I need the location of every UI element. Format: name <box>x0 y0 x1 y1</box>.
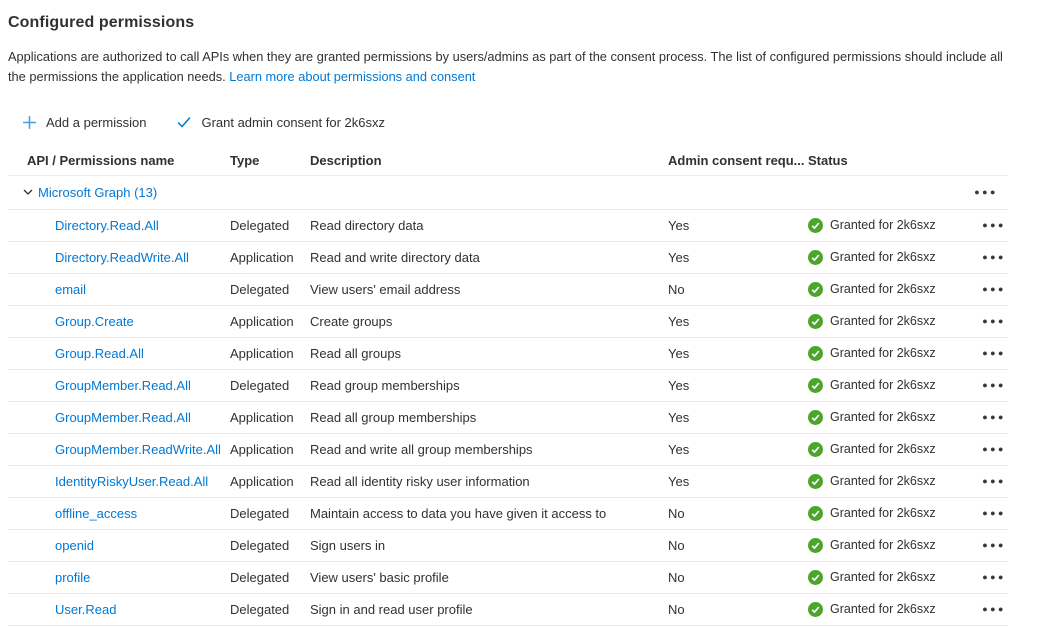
admin-consent-required-value: Yes <box>668 249 690 265</box>
granted-check-icon <box>808 314 823 329</box>
granted-check-icon <box>808 378 823 393</box>
permission-type: Delegated <box>230 569 290 585</box>
learn-more-link[interactable]: Learn more about permissions and consent <box>229 69 476 85</box>
permission-name-link[interactable]: Directory.Read.All <box>55 217 159 233</box>
permission-name-link[interactable]: email <box>55 281 87 297</box>
status-text: Granted for 2k6sxz <box>830 218 936 233</box>
header-status: Status <box>808 152 848 168</box>
admin-consent-required-value: Yes <box>668 377 690 393</box>
permission-type: Application <box>230 345 294 361</box>
ellipsis-icon[interactable]: ●●● <box>976 249 1008 266</box>
permission-type: Application <box>230 313 294 329</box>
table-header-row <box>8 146 1008 176</box>
plus-icon <box>22 115 37 130</box>
admin-consent-required-value: Yes <box>668 409 690 425</box>
command-bar <box>8 111 1057 134</box>
api-group-link[interactable]: Microsoft Graph (13) <box>38 184 158 200</box>
description-text <box>8 47 1016 88</box>
permission-name-link[interactable]: Group.Create <box>55 313 134 329</box>
granted-check-icon <box>808 442 823 457</box>
status-text: Granted for 2k6sxz <box>830 378 936 393</box>
ellipsis-icon[interactable]: ●●● <box>976 473 1008 490</box>
granted-check-icon <box>808 410 823 425</box>
permission-description: Read directory data <box>310 217 424 233</box>
header-type: Type <box>230 152 260 168</box>
admin-consent-required-value: No <box>668 505 685 521</box>
permissions-table <box>8 146 1008 626</box>
permission-name-link[interactable]: User.Read <box>55 601 117 617</box>
table-row <box>8 498 1008 530</box>
ellipsis-icon[interactable]: ●●● <box>976 505 1008 522</box>
permission-name-link[interactable]: GroupMember.Read.All <box>55 409 191 425</box>
permission-type: Delegated <box>230 217 290 233</box>
table-row <box>8 370 1008 402</box>
granted-check-icon <box>808 346 823 361</box>
admin-consent-required-value: No <box>668 281 685 297</box>
permission-name-link[interactable]: GroupMember.Read.All <box>55 377 191 393</box>
status-text: Granted for 2k6sxz <box>830 474 936 489</box>
permission-type: Delegated <box>230 601 290 617</box>
permission-type: Delegated <box>230 377 290 393</box>
status-text: Granted for 2k6sxz <box>830 250 936 265</box>
granted-check-icon <box>808 506 823 521</box>
granted-check-icon <box>808 570 823 585</box>
status-text: Granted for 2k6sxz <box>830 570 936 585</box>
permission-type: Application <box>230 249 294 265</box>
status-text: Granted for 2k6sxz <box>830 506 936 521</box>
ellipsis-icon[interactable]: ●●● <box>976 537 1008 554</box>
table-row <box>8 434 1008 466</box>
admin-consent-required-value: No <box>668 601 685 617</box>
status-text: Granted for 2k6sxz <box>830 282 936 297</box>
status-text: Granted for 2k6sxz <box>830 410 936 425</box>
permission-type: Application <box>230 473 294 489</box>
admin-consent-required-value: Yes <box>668 217 690 233</box>
permission-description: View users' email address <box>310 281 461 297</box>
table-row <box>8 562 1008 594</box>
table-row <box>8 242 1008 274</box>
permission-type: Delegated <box>230 281 290 297</box>
permission-description: Sign users in <box>310 537 386 553</box>
admin-consent-required-value: Yes <box>668 441 690 457</box>
admin-consent-required-value: No <box>668 569 685 585</box>
ellipsis-icon[interactable]: ●●● <box>976 377 1008 394</box>
table-body <box>8 210 1008 626</box>
ellipsis-icon[interactable]: ●●● <box>976 601 1008 618</box>
permission-description: Read group memberships <box>310 377 460 393</box>
permission-type: Delegated <box>230 505 290 521</box>
status-text: Granted for 2k6sxz <box>830 442 936 457</box>
permission-description: Maintain access to data you have given it access to <box>310 505 607 521</box>
granted-check-icon <box>808 282 823 297</box>
permission-description: Sign in and read user profile <box>310 601 473 617</box>
table-row <box>8 594 1008 626</box>
permission-name-link[interactable]: offline_access <box>55 505 138 521</box>
page-title: Configured permissions <box>8 14 195 31</box>
ellipsis-icon[interactable]: ●●● <box>976 441 1008 458</box>
header-api-permissions-name: API / Permissions name <box>27 152 175 168</box>
grant-admin-consent-label: Grant admin consent for 2k6sxz <box>201 114 385 130</box>
granted-check-icon <box>808 538 823 553</box>
status-text: Granted for 2k6sxz <box>830 602 936 617</box>
permission-type: Application <box>230 441 294 457</box>
ellipsis-icon[interactable]: ●●● <box>976 345 1008 362</box>
header-description: Description <box>310 152 382 168</box>
table-row <box>8 338 1008 370</box>
granted-check-icon <box>808 602 823 617</box>
granted-check-icon <box>808 250 823 265</box>
chevron-down-icon[interactable] <box>22 186 34 198</box>
permission-type: Delegated <box>230 537 290 553</box>
grant-admin-consent-button[interactable] <box>174 111 387 134</box>
ellipsis-icon[interactable]: ●●● <box>976 409 1008 426</box>
permission-description: Create groups <box>310 313 393 329</box>
description-body: Applications are authorized to call APIs when they are granted permissions by users/admins as part of the consent process. The list of configured permissions should include all the permissions the application needs. <box>8 49 1003 85</box>
ellipsis-icon[interactable]: ●●● <box>976 281 1008 298</box>
permission-name-link[interactable]: profile <box>55 569 91 585</box>
admin-consent-required-value: Yes <box>668 313 690 329</box>
permission-name-link[interactable]: Directory.ReadWrite.All <box>55 249 189 265</box>
table-row <box>8 210 1008 242</box>
add-permission-button[interactable] <box>20 111 148 134</box>
api-group-row <box>8 176 1008 210</box>
granted-check-icon <box>808 218 823 233</box>
status-text: Granted for 2k6sxz <box>830 346 936 361</box>
table-row <box>8 402 1008 434</box>
status-text: Granted for 2k6sxz <box>830 538 936 553</box>
permission-description: Read and write all group memberships <box>310 441 533 457</box>
permission-type: Application <box>230 409 294 425</box>
ellipsis-icon[interactable]: ●●● <box>976 217 1008 234</box>
granted-check-icon <box>808 474 823 489</box>
ellipsis-icon[interactable]: ●●● <box>976 569 1008 586</box>
check-icon <box>176 115 192 129</box>
admin-consent-required-value: No <box>668 537 685 553</box>
admin-consent-required-value: Yes <box>668 473 690 489</box>
permission-name-link[interactable]: IdentityRiskyUser.Read.All <box>55 473 209 489</box>
permission-description: Read all group memberships <box>310 409 477 425</box>
permission-name-link[interactable]: openid <box>55 537 95 553</box>
table-row <box>8 306 1008 338</box>
status-text: Granted for 2k6sxz <box>830 314 936 329</box>
admin-consent-required-value: Yes <box>668 345 690 361</box>
ellipsis-icon[interactable]: ●●● <box>976 313 1008 330</box>
permission-description: Read all identity risky user information <box>310 473 530 489</box>
table-row <box>8 466 1008 498</box>
permission-description: View users' basic profile <box>310 569 449 585</box>
table-row <box>8 530 1008 562</box>
permission-name-link[interactable]: GroupMember.ReadWrite.All <box>55 441 221 457</box>
permission-description: Read and write directory data <box>310 249 480 265</box>
permission-name-link[interactable]: Group.Read.All <box>55 345 144 361</box>
permission-description: Read all groups <box>310 345 402 361</box>
add-permission-label: Add a permission <box>46 114 147 130</box>
table-row <box>8 274 1008 306</box>
header-admin-consent-required: Admin consent requ... <box>668 152 805 168</box>
ellipsis-icon[interactable]: ●●● <box>968 184 1000 201</box>
